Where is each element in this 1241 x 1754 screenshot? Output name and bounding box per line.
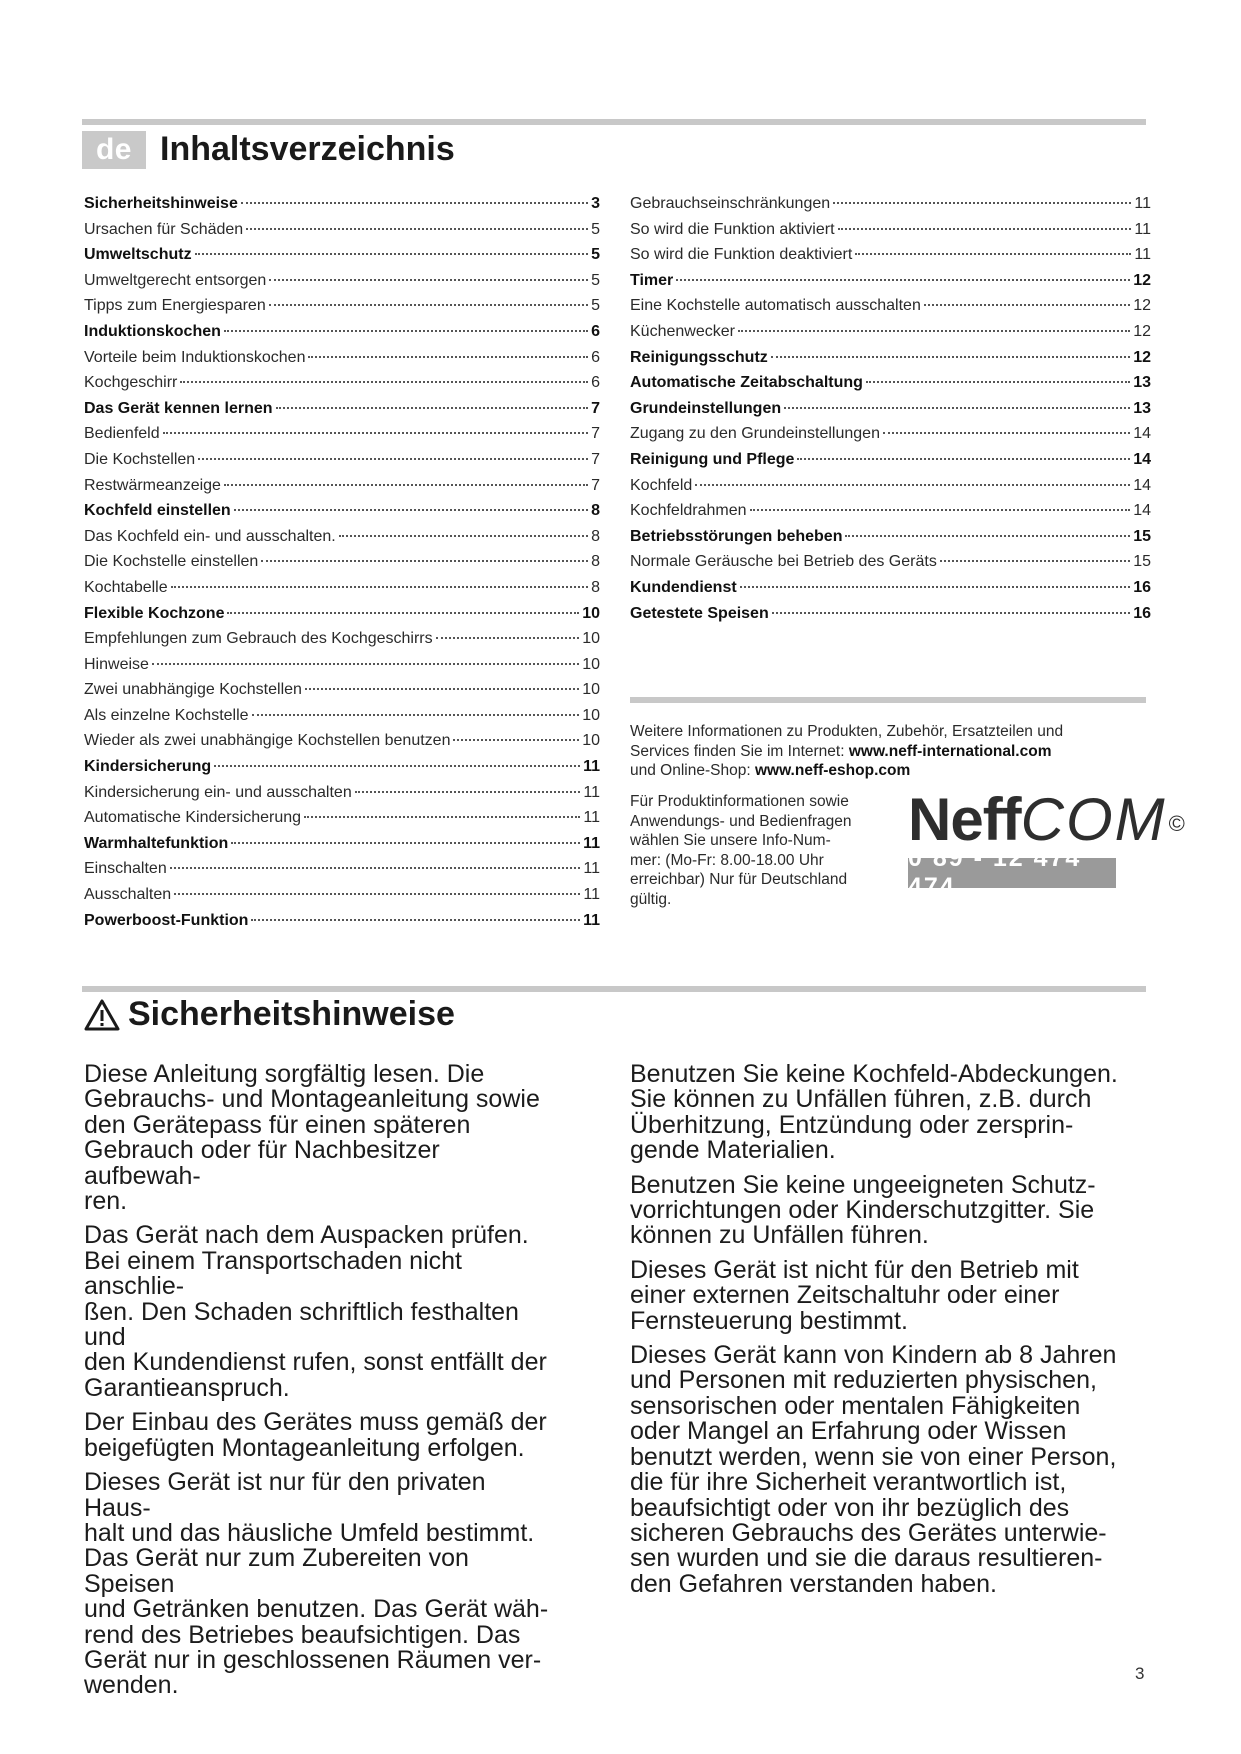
toc-entry[interactable]: [84, 835, 600, 861]
safety-line: Gebrauchs- und Montageanleitung sowie: [84, 1085, 540, 1114]
toc-entry-page: 3: [591, 195, 600, 212]
toc-leader-dots: [355, 791, 581, 793]
toc-leader-dots: [269, 279, 588, 281]
safety-paragraph: [84, 1223, 554, 1401]
toc-leader-dots: [195, 253, 589, 255]
toc-entry-page: 14: [1133, 502, 1151, 520]
toc-entry[interactable]: [630, 272, 1151, 298]
safety-line: Garantieanspruch.: [84, 1373, 290, 1402]
safety-line: die für ihre Sicherheit verantwortlich ist,: [630, 1468, 1067, 1497]
contact-info: [630, 792, 900, 909]
toc-entry-page: 7: [591, 476, 600, 494]
toc-leader-dots: [241, 202, 588, 204]
toc-entry[interactable]: [84, 502, 600, 528]
toc-entry-page: 11: [583, 809, 600, 827]
toc-entry-title: Zugang zu den Grundeinstellungen: [630, 425, 880, 443]
toc-left-column: [84, 195, 600, 937]
toc-entry[interactable]: [84, 400, 600, 426]
toc-entry-page: 10: [582, 630, 600, 648]
toc-entry-page: 10: [582, 655, 600, 673]
toc-entry[interactable]: [630, 477, 1151, 503]
safety-line: oder Mangel an Erfahrung oder Wissen: [630, 1417, 1067, 1446]
info-line-2: Services finden Sie im Internet: www.neff-international.com: [630, 742, 1052, 760]
toc-entry[interactable]: [84, 272, 600, 298]
toc-entry[interactable]: [84, 451, 600, 477]
toc-entry-page: 11: [583, 834, 600, 852]
toc-leader-dots: [227, 612, 579, 614]
safety-line: können zu Unfällen führen.: [630, 1221, 929, 1250]
toc-leader-dots: [740, 586, 1131, 588]
toc-entry-title: Kochtabelle: [84, 578, 168, 596]
toc-leader-dots: [940, 560, 1130, 562]
top-divider: [82, 119, 1146, 125]
toc-leader-dots: [339, 535, 588, 537]
page-title: Inhaltsverzeichnis: [160, 130, 455, 168]
safety-line: Fernsteuerung bestimmt.: [630, 1306, 908, 1335]
toc-entry[interactable]: [84, 297, 600, 323]
website-link[interactable]: www.neff-international.com: [848, 742, 1052, 760]
toc-entry[interactable]: [84, 630, 600, 656]
safety-paragraph: [630, 1170, 1150, 1250]
toc-entry-page: 10: [582, 732, 600, 750]
safety-line: Das Gerät nur zum Zubereiten von Speisen: [84, 1544, 469, 1598]
toc-entry-title: Bedienfeld: [84, 425, 160, 443]
toc-entry-page: 14: [1133, 425, 1151, 443]
toc-entry-page: 6: [591, 348, 600, 366]
toc-leader-dots: [246, 228, 588, 230]
safety-line: Dieses Gerät ist nicht für den Betrieb mit: [630, 1255, 1079, 1284]
toc-entry[interactable]: [84, 528, 600, 554]
page-number: 3: [1135, 1664, 1145, 1683]
safety-line: den Gefahren verstanden haben.: [630, 1569, 997, 1598]
safety-line: einer externen Zeitschaltuhr oder einer: [630, 1281, 1060, 1310]
safety-line: beaufsichtigt oder von ihr bezüglich des: [630, 1493, 1070, 1522]
shop-link[interactable]: www.neff-eshop.com: [754, 762, 911, 779]
toc-entry[interactable]: [630, 323, 1151, 349]
toc-entry-page: 11: [583, 911, 600, 929]
toc-entry-title: Automatische Kindersicherung: [84, 809, 302, 827]
toc-entry-title: Vorteile beim Induktionskochen: [84, 348, 306, 366]
toc-entry-page: 11: [583, 783, 600, 801]
toc-entry-page: 11: [1134, 220, 1151, 238]
toc-entry-title: Kochfeld einstellen: [84, 502, 231, 520]
toc-entry-title: Die Kochstellen: [84, 450, 196, 468]
toc-leader-dots: [750, 509, 1131, 511]
toc-entry[interactable]: [630, 195, 1151, 221]
toc-leader-dots: [845, 535, 1130, 537]
toc-entry[interactable]: [630, 528, 1151, 554]
safety-line: den Gerätepass für einen späteren: [84, 1110, 471, 1139]
toc-leader-dots: [738, 330, 1130, 332]
toc-leader-dots: [261, 560, 588, 562]
toc-entry-page: 16: [1133, 604, 1151, 622]
toc-entry-page: 12: [1133, 297, 1151, 315]
toc-entry-title: Kundendienst: [630, 578, 737, 596]
toc-leader-dots: [855, 253, 1131, 255]
safety-line: Dieses Gerät kann von Kindern ab 8 Jahren: [630, 1341, 1117, 1370]
toc-leader-dots: [304, 816, 580, 818]
toc-entry-title: Grundeinstellungen: [630, 399, 782, 417]
toc-leader-dots: [224, 484, 588, 486]
toc-entry-page: 8: [591, 578, 600, 596]
toc-entry-title: Flexible Kochzone: [84, 604, 225, 622]
toc-entry[interactable]: [84, 323, 600, 349]
toc-entry[interactable]: [84, 732, 600, 758]
com-text: COM: [1020, 786, 1167, 853]
toc-right-column: [630, 195, 1151, 630]
toc-entry-title: Umweltgerecht entsorgen: [84, 271, 267, 289]
toc-entry[interactable]: [630, 605, 1151, 631]
toc-entry-title: Küchenwecker: [630, 322, 735, 340]
safety-paragraph: [84, 1410, 554, 1461]
toc-entry-page: 5: [591, 220, 600, 238]
safety-line: rend des Betriebes beaufsichtigen. Das: [84, 1620, 521, 1649]
contact-line: Anwendungs- und Bedienfragen: [630, 812, 852, 830]
toc-leader-dots: [276, 407, 589, 409]
safety-line: Sie können zu Unfällen führen, z.B. durch: [630, 1085, 1092, 1114]
toc-entry-page: 7: [591, 450, 600, 468]
toc-entry-page: 15: [1133, 553, 1151, 571]
toc-leader-dots: [436, 637, 580, 639]
safety-left-column: [84, 1062, 554, 1708]
safety-line: Diese Anleitung sorgfältig lesen. Die: [84, 1060, 485, 1088]
toc-entry[interactable]: [84, 707, 600, 733]
toc-entry[interactable]: [84, 425, 600, 451]
toc-entry-page: 11: [1134, 195, 1151, 212]
toc-leader-dots: [252, 714, 580, 716]
toc-entry-page: 6: [591, 374, 600, 392]
toc-entry-title: Ursachen für Schäden: [84, 220, 244, 238]
toc-leader-dots: [251, 919, 580, 921]
toc-entry-title: Restwärmeanzeige: [84, 476, 221, 494]
safety-header: [84, 995, 455, 1034]
toc-entry[interactable]: [630, 349, 1151, 375]
toc-entry-title: Timer: [630, 271, 674, 289]
toc-entry-title: Einschalten: [84, 860, 167, 878]
toc-leader-dots: [866, 381, 1130, 383]
toc-leader-dots: [308, 356, 588, 358]
toc-entry-page: 11: [583, 758, 600, 776]
toc-entry-page: 8: [591, 527, 600, 545]
toc-entry-page: 12: [1133, 271, 1151, 289]
safety-line: den Kundendienst rufen, sonst entfällt der: [84, 1348, 547, 1377]
safety-line: und Personen mit reduzierten physischen,: [630, 1366, 1097, 1395]
safety-line: Dieses Gerät ist nur für den privaten Haus-: [84, 1468, 486, 1522]
toc-entry-title: Betriebsstörungen beheben: [630, 527, 843, 545]
toc-leader-dots: [269, 304, 588, 306]
info-line-3: und Online-Shop: www.neff-eshop.com: [630, 762, 911, 779]
hotline-number: 0 89 - 12 474 474: [908, 858, 1116, 888]
toc-entry-title: Hinweise: [84, 655, 149, 673]
safety-line: halt und das häusliche Umfeld bestimmt.: [84, 1518, 535, 1547]
toc-leader-dots: [838, 228, 1132, 230]
toc-entry-title: Das Kochfeld ein- und ausschalten.: [84, 527, 336, 545]
info-line-1: Weitere Informationen zu Produkten, Zubehör, Ersatzteilen und: [630, 723, 1064, 740]
safety-line: gende Materialien.: [630, 1136, 836, 1165]
toc-entry-title: Reinigung und Pflege: [630, 450, 795, 468]
toc-entry[interactable]: [630, 400, 1151, 426]
toc-entry-page: 8: [591, 553, 600, 571]
safety-right-column: [630, 1062, 1150, 1606]
toc-leader-dots: [695, 484, 1130, 486]
toc-leader-dots: [453, 739, 579, 741]
toc-leader-dots: [771, 356, 1130, 358]
toc-entry-title: Empfehlungen zum Gebrauch des Kochgeschirrs: [84, 630, 433, 648]
toc-entry-page: 6: [591, 322, 600, 340]
toc-leader-dots: [214, 765, 580, 767]
contact-line: wählen Sie unsere Info-Num-: [630, 832, 831, 849]
toc-entry[interactable]: [84, 349, 600, 375]
toc-entry-page: 11: [583, 860, 600, 878]
toc-entry-page: 14: [1133, 476, 1151, 494]
toc-entry[interactable]: [84, 246, 600, 272]
toc-entry-title: Das Gerät kennen lernen: [84, 399, 273, 417]
toc-leader-dots: [234, 509, 588, 511]
toc-entry-page: 13: [1133, 399, 1151, 417]
toc-leader-dots: [180, 381, 588, 383]
toc-entry-title: Reinigungsschutz: [630, 348, 768, 366]
safety-line: Gebrauch oder für Nachbesitzer aufbewah-: [84, 1136, 440, 1190]
safety-line: Das Gerät nach dem Auspacken prüfen.: [84, 1221, 529, 1250]
toc-entry-page: 11: [583, 886, 600, 904]
toc-entry-title: So wird die Funktion deaktiviert: [630, 246, 853, 264]
safety-line: sicheren Gebrauchs des Gerätes unterwie-: [630, 1518, 1107, 1547]
safety-paragraph: [84, 1470, 554, 1699]
toc-entry-title: Kochgeschirr: [84, 374, 178, 392]
toc-entry[interactable]: [84, 605, 600, 631]
safety-divider: [82, 986, 1146, 992]
toc-entry-page: 10: [582, 681, 600, 699]
toc-entry-page: 10: [582, 604, 600, 622]
toc-leader-dots: [171, 586, 588, 588]
toc-entry[interactable]: [84, 656, 600, 682]
contact-line: gültig.: [630, 890, 672, 908]
toc-entry-page: 11: [1134, 246, 1151, 264]
toc-entry[interactable]: [84, 860, 600, 886]
safety-line: Benutzen Sie keine ungeeigneten Schutz-: [630, 1170, 1096, 1199]
toc-entry[interactable]: [630, 221, 1151, 247]
safety-paragraph: [630, 1255, 1150, 1335]
info-block: [630, 722, 1150, 781]
toc-leader-dots: [784, 407, 1130, 409]
toc-entry-title: Sicherheitshinweise: [84, 195, 238, 212]
safety-paragraph: [630, 1343, 1150, 1597]
toc-entry-title: Ausschalten: [84, 886, 172, 904]
toc-entry-title: Umweltschutz: [84, 246, 192, 264]
toc-entry-page: 16: [1133, 578, 1151, 596]
toc-entry[interactable]: [630, 553, 1151, 579]
toc-entry-page: 12: [1133, 322, 1151, 340]
info-divider: [630, 697, 1146, 703]
safety-line: ren.: [84, 1187, 128, 1216]
contact-line: erreichbar) Nur für Deutschland: [630, 871, 848, 888]
safety-line: Bei einem Transportschaden nicht anschlie-: [84, 1246, 462, 1301]
toc-leader-dots: [305, 688, 579, 690]
toc-leader-dots: [170, 867, 581, 869]
toc-leader-dots: [231, 842, 580, 844]
contact-line: Für Produktinformationen sowie: [630, 793, 849, 810]
toc-entry-page: 8: [591, 502, 600, 520]
toc-leader-dots: [772, 612, 1130, 614]
toc-entry-title: Automatische Zeitabschaltung: [630, 374, 863, 392]
toc-entry-title: Zwei unabhängige Kochstellen: [84, 681, 302, 699]
toc-entry[interactable]: [84, 681, 600, 707]
toc-entry[interactable]: [630, 425, 1151, 451]
neff-brand-text: Neff: [908, 786, 1021, 853]
toc-entry-title: Als einzelne Kochstelle: [84, 706, 249, 724]
language-tag: de: [82, 131, 146, 169]
toc-leader-dots: [797, 458, 1130, 460]
toc-entry[interactable]: [84, 553, 600, 579]
safety-title: Sicherheitshinweise: [128, 995, 455, 1033]
toc-leader-dots: [833, 202, 1131, 204]
toc-entry[interactable]: [84, 374, 600, 400]
toc-entry[interactable]: [84, 809, 600, 835]
toc-entry-page: 14: [1133, 450, 1151, 468]
safety-line: und Getränken benutzen. Das Gerät wäh-: [84, 1595, 549, 1624]
toc-entry[interactable]: [84, 221, 600, 247]
safety-line: sensorischen oder mentalen Fähigkeiten: [630, 1391, 1081, 1420]
safety-line: ßen. Den Schaden schriftlich festhalten und: [84, 1297, 519, 1352]
toc-entry[interactable]: [84, 912, 600, 938]
safety-line: Überhitzung, Entzündung oder zersprin-: [630, 1110, 1074, 1139]
toc-entry[interactable]: [630, 246, 1151, 272]
toc-leader-dots: [163, 432, 588, 434]
safety-line: Der Einbau des Gerätes muss gemäß der: [84, 1408, 547, 1437]
toc-entry-page: 10: [582, 706, 600, 724]
toc-entry[interactable]: [630, 374, 1151, 400]
toc-leader-dots: [883, 432, 1130, 434]
toc-entry-page: 7: [591, 425, 600, 443]
toc-entry[interactable]: [630, 297, 1151, 323]
toc-entry[interactable]: [630, 502, 1151, 528]
toc-entry[interactable]: [84, 886, 600, 912]
toc-entry-title: Kindersicherung ein- und ausschalten: [84, 783, 352, 801]
toc-leader-dots: [676, 279, 1130, 281]
toc-entry[interactable]: [630, 451, 1151, 477]
neffcom-logo: [908, 786, 1184, 901]
toc-entry-page: 12: [1133, 348, 1151, 366]
safety-line: vorrichtungen oder Kinderschutzgitter. Sie: [630, 1196, 1095, 1225]
safety-line: sen wurden und sie die daraus resultieren-: [630, 1544, 1103, 1573]
toc-entry-title: Kochfeld: [630, 476, 693, 494]
toc-header: [82, 130, 455, 169]
safety-line: Gerät nur in geschlossenen Räumen ver-: [84, 1645, 542, 1674]
toc-leader-dots: [198, 458, 588, 460]
toc-entry-title: Eine Kochstelle automatisch ausschalten: [630, 297, 921, 315]
toc-entry[interactable]: [84, 758, 600, 784]
toc-entry-page: 5: [591, 297, 600, 315]
toc-entry-title: So wird die Funktion aktiviert: [630, 220, 835, 238]
toc-entry-page: 7: [591, 399, 600, 417]
toc-entry-title: Induktionskochen: [84, 322, 221, 340]
toc-entry[interactable]: [84, 195, 600, 221]
toc-entry-title: Wieder als zwei unabhängige Kochstellen benutzen: [84, 732, 451, 750]
safety-line: benutzt werden, wenn sie von einer Person,: [630, 1442, 1117, 1471]
toc-entry[interactable]: [630, 579, 1151, 605]
toc-leader-dots: [224, 330, 588, 332]
toc-entry-title: Tipps zum Energiesparen: [84, 297, 266, 315]
toc-entry-title: Normale Geräusche bei Betrieb des Geräts: [630, 553, 937, 571]
toc-entry-title: Kochfeldrahmen: [630, 502, 747, 520]
toc-entry[interactable]: [84, 579, 600, 605]
safety-line: wenden.: [84, 1671, 179, 1700]
toc-entry[interactable]: [84, 477, 600, 503]
toc-leader-dots: [152, 663, 579, 665]
warning-triangle-icon: [84, 998, 120, 1032]
safety-paragraph: [84, 1062, 554, 1214]
toc-entry-title: Kindersicherung: [84, 758, 212, 776]
copyright-symbol: ©: [1168, 811, 1184, 836]
toc-entry-title: Getestete Speisen: [630, 604, 769, 622]
safety-line: Benutzen Sie keine Kochfeld-Abdeckungen.: [630, 1060, 1118, 1088]
toc-leader-dots: [924, 304, 1130, 306]
toc-entry-title: Gebrauchseinschränkungen: [630, 195, 831, 212]
toc-entry[interactable]: [84, 784, 600, 810]
toc-entry-title: Warmhaltefunktion: [84, 834, 229, 852]
toc-entry-page: 15: [1133, 527, 1151, 545]
safety-paragraph: [630, 1062, 1150, 1164]
toc-entry-page: 13: [1133, 374, 1151, 392]
safety-line: beigefügten Montageanleitung erfolgen.: [84, 1433, 525, 1462]
toc-entry-title: Die Kochstelle einstellen: [84, 553, 259, 571]
toc-leader-dots: [174, 893, 580, 895]
toc-entry-title: Powerboost-Funktion: [84, 911, 249, 929]
toc-entry-page: 5: [591, 271, 600, 289]
contact-line: mer: (Mo-Fr: 8.00-18.00 Uhr: [630, 851, 824, 869]
toc-entry-page: 5: [591, 246, 600, 264]
